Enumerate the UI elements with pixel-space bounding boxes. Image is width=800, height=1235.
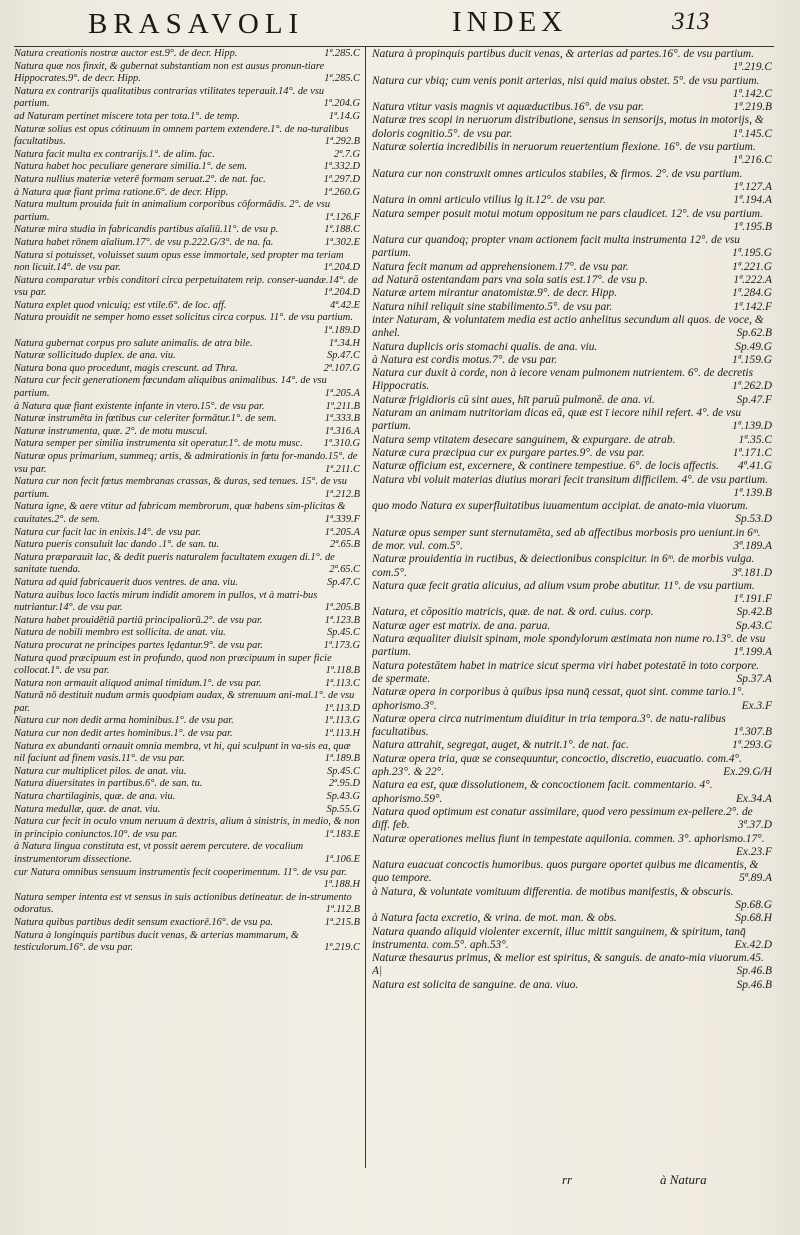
index-entry: [372, 620, 772, 633]
entry-reference: 1ª.195.G: [732, 247, 772, 260]
left-column: [14, 48, 360, 1158]
entry-reference: 2ª.65.C: [329, 564, 360, 576]
entry-reference: Sp.49.G: [735, 340, 772, 353]
index-entry: [372, 367, 772, 394]
entry-text: Natura multum prouida fuit in animalium corporibus cōformādis. 2°. de vsu partium.: [14, 199, 331, 223]
entry-reference: Sp.42.B: [736, 606, 772, 619]
entry-reference: 2ª.95.D: [328, 778, 360, 790]
entry-text: Naturæ frigidioris cū sint aues, hīt paruū pulmonē. de ana. vi.: [372, 393, 655, 406]
entry-text: Naturæ cura præcipua cur ex purgare partes.9°. de vsu par.: [372, 446, 645, 459]
index-entry: [14, 791, 360, 804]
entry-text: à Natura lingua constituta est, vt possit aerem percutere. de vocalium instrumentorum dissectione.: [14, 841, 304, 865]
index-entry: [372, 474, 772, 501]
index-entry: [14, 111, 360, 124]
index-entry: [372, 713, 772, 740]
entry-text: à Natura quæ fiant prima ratione.6°. de decr. Hipp.: [14, 186, 229, 198]
entry-text: Natura cur non fecit fœtus membranas crassas, & duras, sed tenues. 15°. de vsu partium.: [14, 476, 347, 500]
entry-text: quo modo Natura ex superfluitatibus iuuamentum accipiat. de anato-mia viuorum.: [372, 500, 749, 513]
entry-reference: 4ª.42.E: [330, 299, 360, 311]
entry-text: Naturæ solius est opus cótinuum in omnem partem extendere.1°. de na-turalibus facultatibus.: [14, 123, 349, 148]
entry-reference: Sp.45.C: [327, 627, 360, 639]
index-entry: [372, 75, 772, 102]
entry-text: Natura cur quandoq; propter vnam actionem facit multa instrumenta 12°. de vsu partium.: [372, 234, 740, 260]
entry-text: Natura cur fecit in oculo vnum neruum à dextris, alium à sinistris, in medio, & non in principio coniunctos.10°. de vsu par.: [14, 816, 360, 840]
entry-reference: 1ª.339.F: [324, 513, 360, 525]
entry-text: Naturæ officium est, excernere, & continere tempestiue. 6°. de locis affectis.: [372, 460, 719, 473]
index-entry: [14, 892, 360, 917]
entry-text: Natura comparatur vrbis conditori circa perpetuitatem reip. conser-uandæ.14°. de vsu par.: [14, 274, 359, 299]
index-entry: [372, 434, 772, 447]
index-entry: [14, 728, 360, 741]
entry-text: Natura nihil reliquit sine stabilimento.5°. de vsu par.: [372, 300, 613, 313]
index-entry: [372, 979, 772, 992]
entry-text: Naturæ instrumenta, quæ. 2°. de motu muscul.: [14, 425, 208, 437]
entry-reference: 1ª.35.C: [738, 433, 772, 446]
index-entry: [372, 460, 772, 473]
entry-reference: 1ª.34.H: [328, 337, 360, 349]
entry-reference: Sp.43.G: [326, 791, 360, 803]
entry-reference: 1ª.188.C: [324, 224, 360, 236]
entry-text: Natura facit multa ex contrarijs.1°. de alim. fac.: [14, 148, 215, 160]
entry-reference: 1ª.204.G: [323, 98, 360, 110]
index-entry: [14, 149, 360, 162]
index-entry: [14, 224, 360, 237]
index-entry: [372, 394, 772, 407]
index-entry: [372, 114, 772, 141]
entry-text: Natura ea est, quæ dissolutionem, & concoctionem facit. commentario. 4°. aphorismo.59°.: [372, 779, 713, 805]
entry-text: inter Naturam, & voluntatem media est actio anhelitus secundum ali quos. de voce, & anhel.: [372, 313, 764, 340]
index-entry: [14, 804, 360, 817]
index-entry: [14, 552, 360, 577]
entry-text: Naturæ artem mirantur anatomistæ.9°. de decr. Hipp.: [372, 287, 618, 300]
entry-reference: Sp.46.B: [736, 965, 772, 978]
entry-text: Natura quod præcipuum est in profundo, quod non præcipuum in super ficie collocat.1°. de vsu par.: [14, 652, 332, 677]
entry-text: Natura semper posuit motui motum oppositum ne pars claudicet. 12°. de vsu partium.: [372, 207, 763, 220]
entry-reference: Sp.55.G: [326, 803, 360, 815]
entry-text: Naturā nō destituit nudum armis quodpiam audax, & strenuum ani-mal.1°. de vsu par.: [14, 690, 355, 714]
index-entry: [372, 739, 772, 752]
entry-reference: Sp.46.B: [736, 978, 772, 991]
index-entry: [372, 926, 772, 953]
entry-text: Naturæ opus semper sunt sternutamēta, sed ab affectibus morbosis pro ueniunt.in 6ᵐ. de mor. vul. com.5°.: [372, 526, 761, 552]
entry-reference: 1ª.262.D: [732, 380, 772, 393]
entry-text: Naturæ opus primarium, summeq; artis, & admirationis in fœtu for-mando.15°. de vsu par.: [14, 451, 358, 475]
entry-text: Natura procurat ne principes partes lędantur.9°. de vsu par.: [14, 639, 263, 651]
entry-reference: Sp.47.C: [327, 576, 360, 588]
index-entry: [14, 590, 360, 615]
entry-text: Natura prouidit ne semper homo esset solicitus circa corpus. 11°. de vsu partium.: [14, 312, 353, 324]
index-entry: [14, 841, 360, 866]
entry-text: Natura de nobili membro est sollicita. de anat. viu.: [14, 627, 226, 639]
index-entry: [372, 886, 772, 913]
index-entry: [14, 539, 360, 552]
index-entry: [14, 312, 360, 337]
entry-reference: 1ª.139.B: [733, 486, 772, 499]
entry-reference: 1ª.142.C: [732, 87, 772, 100]
entry-text: Natura quibus partibus dedit sensum exactiorē.16°. de vsu pa.: [14, 916, 273, 928]
entry-reference: 1ª.145.C: [732, 127, 772, 140]
entry-reference: 1ª.113.H: [324, 728, 360, 740]
index-entry: [372, 859, 772, 886]
entry-reference: Ex.23.F: [735, 845, 772, 858]
entry-reference: 1ª.191.F: [733, 593, 772, 606]
entry-reference: 3ª.37.D: [737, 819, 772, 832]
index-entry: [372, 606, 772, 619]
index-entry: [14, 375, 360, 400]
entry-text: Natura quæ fecit gratia alicuius, ad alium vsum probe abutitur. 11°. de vsu partium.: [372, 579, 755, 592]
entry-reference: 1ª.204.D: [323, 262, 360, 274]
index-entry: [14, 438, 360, 451]
index-entry: [372, 806, 772, 833]
header-rule: [14, 46, 774, 47]
index-entry: [372, 633, 772, 660]
entry-reference: 1ª.112.B: [325, 904, 360, 916]
index-entry: [372, 141, 772, 168]
entry-text: Natura cur multiplicet pilos. de anat. viu.: [14, 765, 187, 777]
header-author: BRASAVOLI: [88, 8, 305, 40]
entry-text: Naturæ opera tria, quæ se consequuntur, concoctio, discretio, euacuatio. com.4°. aph.23°. & 22°.: [372, 752, 742, 779]
entry-text: Naturæ opera circa nutrimentum diuiditur in tria tempora.3°. de natu-ralibus facultatibus.: [372, 712, 726, 739]
entry-text: Natura ad quid fabricauerit duos ventres. de ana. viu.: [14, 576, 238, 588]
index-entry: [372, 48, 772, 75]
entry-text: Natura æqualiter diuisit spinam, mole spondylorum æstimata non nume ro.13°. de vsu partium.: [372, 633, 766, 659]
entry-text: Natura quod optimum est conatur assimilare, quod vero pessimum ex-pellere.2°. de diff. feb.: [372, 805, 753, 832]
index-entry: [372, 500, 772, 527]
index-entry: [14, 690, 360, 715]
index-entry: [14, 275, 360, 300]
index-entry: [14, 577, 360, 590]
index-entry: [14, 778, 360, 791]
index-entry: [372, 407, 772, 434]
entry-reference: Ex.34.A: [735, 792, 772, 805]
index-entry: [14, 199, 360, 224]
entry-reference: 1ª.159.G: [732, 353, 772, 366]
index-entry: [14, 816, 360, 841]
index-entry: [372, 553, 772, 580]
entry-reference: 1ª.183.E: [324, 828, 360, 840]
entry-text: Natura vtitur vasis magnis vt aquæductibus.16°. de vsu par.: [372, 101, 644, 114]
index-entry: [14, 250, 360, 275]
entry-reference: 1ª.260.G: [323, 186, 360, 198]
entry-text: Natura cur non dedit arma hominibus.1°. de vsu par.: [14, 715, 234, 727]
entry-reference: 5ª.89.A: [739, 872, 772, 885]
entry-reference: 2ª.7.G: [334, 148, 360, 160]
entry-text: Natura nullius materiæ veterē formam seruat.2°. de nat. fac.: [14, 173, 266, 185]
entry-reference: 1ª.139.D: [732, 420, 772, 433]
index-entry: [14, 300, 360, 313]
index-entry: [372, 660, 772, 687]
entry-reference: 2ª.65.B: [330, 539, 360, 551]
index-entry: [372, 354, 772, 367]
entry-reference: 1ª.142.F: [733, 300, 772, 313]
entry-text: Naturæ opera in corporibus à quibus ipsa nunq̄ cessat, quot sint. comme tario.1°. aphorismo.3°.: [372, 686, 745, 712]
entry-reference: 1ª.113.D: [324, 702, 360, 714]
index-entry: [14, 350, 360, 363]
entry-text: Natura chartilaginis, quæ. de ana. viu.: [14, 791, 176, 803]
entry-text: Natura cur non dedit artes hominibus.1°. de vsu par.: [14, 728, 233, 740]
index-entry: [372, 779, 772, 806]
index-entry: [14, 527, 360, 540]
entry-reference: 1ª.316.A: [324, 425, 360, 437]
entry-text: Natura cur facit lac in enixis.14°. de vsu par.: [14, 526, 201, 538]
index-entry: [14, 86, 360, 111]
index-entry: [14, 476, 360, 501]
entry-text: à Natura facta excretio, & vrina. de mot. man. & obs.: [372, 912, 617, 925]
entry-text: ad Naturam pertinet miscere tota per tota.1°. de temp.: [14, 110, 240, 122]
entry-reference: 1ª.211.C: [324, 463, 360, 475]
entry-reference: Sp.45.C: [327, 765, 360, 777]
entry-reference: 2ª.107.G: [323, 362, 360, 374]
entry-reference: 1ª.189.D: [323, 325, 360, 337]
entry-reference: Sp.68.G: [735, 899, 772, 911]
index-entry: [14, 640, 360, 653]
header-section: INDEX: [452, 6, 568, 38]
entry-text: à Natura est cordis motus.7°. de vsu par.: [372, 353, 558, 366]
entry-text: Natura fecit manum ad apprehensionem.17°. de vsu par.: [372, 260, 629, 273]
entry-text: Natura bona quo procedunt, magis crescunt. ad Thra.: [14, 362, 238, 374]
entry-reference: 1ª.333.B: [324, 413, 360, 425]
entry-text: Naturæ operationes melius fiunt in tempestate aquilonia. commen. 3°. aphorismo.17°.: [372, 832, 765, 845]
entry-reference: Ex.29.G/H: [723, 766, 772, 779]
entry-text: Natura, et cōpositio matricis, quæ. de nat. & ord. cuius. corp.: [372, 606, 654, 619]
index-entry: [14, 930, 360, 955]
page-number: 313: [672, 8, 710, 35]
entry-text: Natura ex contrarijs qualitatibus contrarias vtilitates teperauit.14°. de vsu partium.: [14, 85, 325, 110]
entry-reference: 1ª.14.G: [328, 110, 360, 122]
entry-text: Natura habet hoc peculiare generare similia.1°. de sem.: [14, 161, 248, 173]
entry-reference: 1ª.297.D: [323, 173, 360, 185]
entry-reference: 1ª.189.B: [324, 753, 360, 765]
entry-reference: 1ª.221.G: [732, 260, 772, 273]
index-entry: [14, 413, 360, 426]
entry-reference: 1ª.123.B: [324, 614, 360, 626]
entry-reference: 1ª.127.A: [733, 180, 772, 193]
entry-reference: 1ª.195.B: [733, 220, 772, 233]
index-entry: [14, 501, 360, 526]
entry-reference: 1ª.310.G: [323, 438, 360, 450]
index-entry: [14, 338, 360, 351]
index-entry: [14, 867, 360, 892]
index-entry: [14, 48, 360, 61]
index-entry: [372, 208, 772, 235]
entry-text: Natura potestātem habet in matrice sicut sperma viri habet potestatē in toto corpore. de spermate.: [372, 659, 760, 685]
catchword: à Natura: [660, 1172, 707, 1187]
entry-text: Naturæ mira studia in fabricandis partibus aīaliū.11°. de vsu p.: [14, 224, 279, 236]
index-entry: [14, 237, 360, 250]
entry-reference: 1ª.219.C: [732, 61, 772, 74]
entry-reference: 1ª.194.A: [733, 194, 772, 207]
page-footer: [0, 1172, 800, 1202]
entry-text: Natura si potuisset, voluisset suum opus esse immortale, sed propter ma teriam non licuit.14°. de vsu par.: [14, 249, 344, 274]
index-entry: [14, 451, 360, 476]
entry-reference: Sp.62.B: [736, 327, 772, 340]
entry-reference: Sp.37.A: [736, 672, 772, 685]
index-entry: [372, 952, 772, 979]
index-entry: [14, 401, 360, 414]
index-entry: [372, 912, 772, 925]
entry-text: à Natura quæ fiant existente infante in vtero.15°. de vsu par.: [14, 400, 265, 412]
entry-reference: 1ª.205.A: [324, 526, 360, 538]
entry-text: à Natura, & voluntate vomituum differentia. de motibus manifestis, & obscuris.: [372, 885, 734, 898]
entry-text: Natura quando aliquid violenter excernit, illuc mittit sanguinem, & spiritum, tanq̄ instrumenta. com.5°. aph.53°.: [372, 925, 746, 951]
index-entry: [14, 741, 360, 766]
entry-reference: 3ª.181.D: [732, 566, 772, 579]
entry-text: Natura à propinquis partibus ducit venas, & arterias ad partes.16°. de vsu partium.: [372, 48, 754, 60]
entry-reference: 1ª.212.B: [324, 488, 360, 500]
entry-text: Natura pueris consuluit lac dando .1°. de san. tu.: [14, 539, 220, 551]
entry-reference: 1ª.205.A: [324, 388, 360, 400]
entry-reference: 1ª.173.G: [323, 639, 360, 651]
index-entry: [372, 833, 772, 860]
index-entry: [372, 314, 772, 341]
entry-text: Natura medullæ, quæ. de anat. viu.: [14, 803, 161, 815]
index-entry: [372, 341, 772, 354]
entry-text: Natura semp vtitatem desecare sanguinem, & expurgare. de atrab.: [372, 433, 676, 446]
index-entry: [372, 580, 772, 607]
entry-text: Natura euacuat concoctis humoribus. quos purgare oportet quibus me dicamentis, & quo tempore.: [372, 859, 759, 885]
index-entry: [14, 766, 360, 779]
entry-text: Natura cur vbiq; cum venis ponit arterias, nisi quid maius obstet. 5°. de vsu partium.: [372, 74, 760, 87]
index-entry: [14, 678, 360, 691]
entry-text: Natura auibus loco lactis mirum indidit amorem in pullos, vt à matri-bus nutriantur.14°. de vsu par.: [14, 589, 318, 614]
entry-text: Natura à longinquis partibus ducit venas, & arterias mammarum, & testiculorum.16°. de vsu par.: [14, 929, 299, 954]
index-entry: [14, 174, 360, 187]
entry-text: Natura habet rōnem aīalium.17°. de vsu p.222.G/3°. de na. fa.: [14, 236, 274, 248]
entry-text: Natura ex abundanti ornauit omnia membra, vt hi, qui sculpunt in va-sis ea, quæ nil faciunt ad finem vasis.11°. de vsu par.: [14, 740, 351, 765]
entry-reference: 1ª.285.C: [324, 73, 360, 85]
entry-reference: 1ª.285.C: [324, 48, 360, 59]
entry-text: Natura habet prouidētiā partiū principaliorū.2°. de vsu par.: [14, 614, 263, 626]
entry-reference: Ex.3.F: [741, 699, 772, 712]
entry-text: Natura semper per similia instrumenta sit operatur.1°. de motu musc.: [14, 438, 303, 450]
index-entry: [14, 615, 360, 628]
entry-reference: 4ª.41.G: [737, 460, 772, 473]
index-entry: [14, 161, 360, 174]
entry-text: Natura gubernat corpus pro salute animalis. de atra bile.: [14, 337, 253, 349]
entry-text: Naturæ thesaurus primus, & melior est spiritus, & sanguis. de anato-mia viuorum.45. A|: [372, 952, 764, 978]
entry-reference: 1ª.106.E: [324, 854, 360, 865]
index-entry: [14, 61, 360, 86]
index-entry: [372, 447, 772, 460]
index-entry: [372, 274, 772, 287]
entry-text: cur Natura omnibus sensuum instrumentis fecit cooperimentum. 11°. de vsu par.: [14, 866, 347, 878]
index-entry: [372, 301, 772, 314]
entry-text: Natura in omni articulo vtilius lg it.12°. de vsu par.: [372, 194, 606, 207]
column-divider: [365, 46, 366, 1168]
index-entry: [372, 527, 772, 554]
entry-reference: Ex.42.D: [734, 938, 772, 951]
entry-text: Naturæ solertia incredibilis in neruorum reuertentium flexione. 16°. de vsu partium.: [372, 141, 756, 154]
entry-reference: 1ª.222.A: [733, 274, 772, 287]
entry-reference: 1ª.292.B: [324, 136, 360, 148]
index-entry: [14, 124, 360, 149]
index-entry: [372, 261, 772, 274]
entry-reference: 1ª.188.H: [323, 879, 360, 891]
entry-text: Natura est solicita de sanguine. de ana. viuo.: [372, 978, 579, 991]
entry-text: Natura attrahit, segregat, auget, & nutrit.1°. de nat. fac.: [372, 739, 629, 752]
entry-text: Natura cur non construxit omnes articulos stabiles, & firmos. 2°. de vsu partium.: [372, 167, 743, 180]
entry-text: Naturæ tres scopi in neruorum distributione, sensus in sensorijs, motus in motorijs, & doloris cognitio.5°. de vsu par.: [372, 114, 764, 140]
index-entry: [14, 363, 360, 376]
entry-text: ad Naturā ostentandam pars vna sola satis est.17°. de vsu p.: [372, 274, 648, 287]
entry-reference: 1ª.171.C: [732, 446, 772, 459]
entry-reference: 1ª.205.B: [324, 602, 360, 614]
index-entry: [372, 753, 772, 780]
entry-reference: Sp.47.F: [736, 393, 772, 406]
entry-reference: 3ª.189.A: [733, 539, 772, 552]
index-entry: [14, 426, 360, 439]
entry-reference: Sp.68.H: [735, 912, 772, 925]
entry-text: Natura cur fecit generationem fœcundam aliquibus animalibus. 14°. de vsu partium.: [14, 375, 327, 400]
entry-reference: 1ª.215.B: [324, 916, 360, 928]
entry-reference: 1ª.126.F: [324, 211, 360, 223]
index-entry: [14, 653, 360, 678]
entry-reference: 1ª.216.C: [732, 154, 772, 167]
entry-reference: Sp.53.D: [735, 513, 772, 526]
index-entry: [14, 627, 360, 640]
entry-reference: Sp.47.C: [327, 350, 360, 362]
entry-text: Naturæ sollicitudo duplex. de ana. viu.: [14, 350, 176, 362]
entry-text: Naturæ ager est matrix. de ana. parua.: [372, 619, 551, 632]
running-header: [0, 0, 800, 46]
index-entry: [372, 101, 772, 114]
index-entry: [14, 187, 360, 200]
entry-text: Natura igne, & aere vtitur ad fabricam membrorum, quæ habens sim-plicitas & cauitates.2°. de sem.: [14, 501, 346, 525]
signature-mark: rr: [562, 1172, 573, 1187]
entry-text: Naturam an animam nutritoriam dicas eā, quæ est ī iecore nihil refert. 4°. de vsu partium.: [372, 407, 742, 433]
index-entry: [14, 917, 360, 930]
entry-reference: 1ª.302.E: [324, 236, 360, 248]
index-entry: [14, 715, 360, 728]
index-entry: [372, 168, 772, 195]
index-entry: [372, 686, 772, 713]
entry-text: Natura præparauit lac, & dedit pueris naturalem facultatem exugen di.1°. de sanitate tuenda.: [14, 551, 335, 576]
entry-reference: 1ª.199.A: [733, 646, 772, 659]
entry-text: Natura diuersitates in partibus.6°. de san. tu.: [14, 778, 203, 790]
entry-text: Naturæ instrumēta in fœtibus cur celeriter formātur.1°. de sem.: [14, 413, 277, 425]
entry-reference: 1ª.219.B: [733, 101, 772, 114]
entry-text: Natura explet quod vnicuiq; est vtile.6°. de loc. aff.: [14, 299, 227, 311]
entry-reference: 1ª.219.C: [324, 942, 360, 954]
entry-reference: 1ª.211.B: [325, 400, 360, 412]
index-entry: [372, 287, 772, 300]
entry-reference: 1ª.113.C: [324, 677, 360, 689]
entry-text: Natura creationis nostræ auctor est.9°. de decr. Hipp.: [14, 48, 238, 59]
entry-text: Natura semper intenta est vt sensus in suis actionibus detineatur. de in-strumento odoratus.: [14, 891, 352, 916]
entry-text: Natura duplicis oris stomachi qualis. de ana. viu.: [372, 340, 598, 353]
right-column: [372, 48, 772, 1158]
entry-reference: 1ª.118.B: [325, 665, 360, 677]
entry-reference: 1ª.284.G: [732, 287, 772, 300]
index-entry: [372, 194, 772, 207]
entry-reference: 1ª.113.G: [324, 715, 360, 727]
entry-reference: 1ª.332.D: [323, 161, 360, 173]
entry-text: Naturæ prouidentia in ructibus, & deiectionibus conspicitur. in 6ᵐ. de morbis vulga. com.5°.: [372, 553, 755, 579]
index-entry: [372, 234, 772, 261]
entry-text: Natura non armauit aliquod animal timidum.1°. de vsu par.: [14, 677, 262, 689]
entry-text: Natura cur duxit à corde, non à iecore venam pulmonem nutrientem. 6°. de decretis Hippocratis.: [372, 367, 753, 393]
entry-reference: Sp.43.C: [735, 619, 772, 632]
entry-text: Natura quæ nos finxit, & gubernat substantiam non est ausus pronun-tiare Hippocrates.9°. de decr. Hipp.: [14, 60, 325, 85]
entry-reference: 1ª.204.D: [323, 287, 360, 299]
entry-text: Natura vbi voluit materias diutius morari fecit transitum difficilem. 4°. de vsu partium.: [372, 473, 768, 486]
entry-reference: 1ª.307.B: [733, 726, 772, 739]
entry-reference: 1ª.293.G: [732, 739, 772, 752]
